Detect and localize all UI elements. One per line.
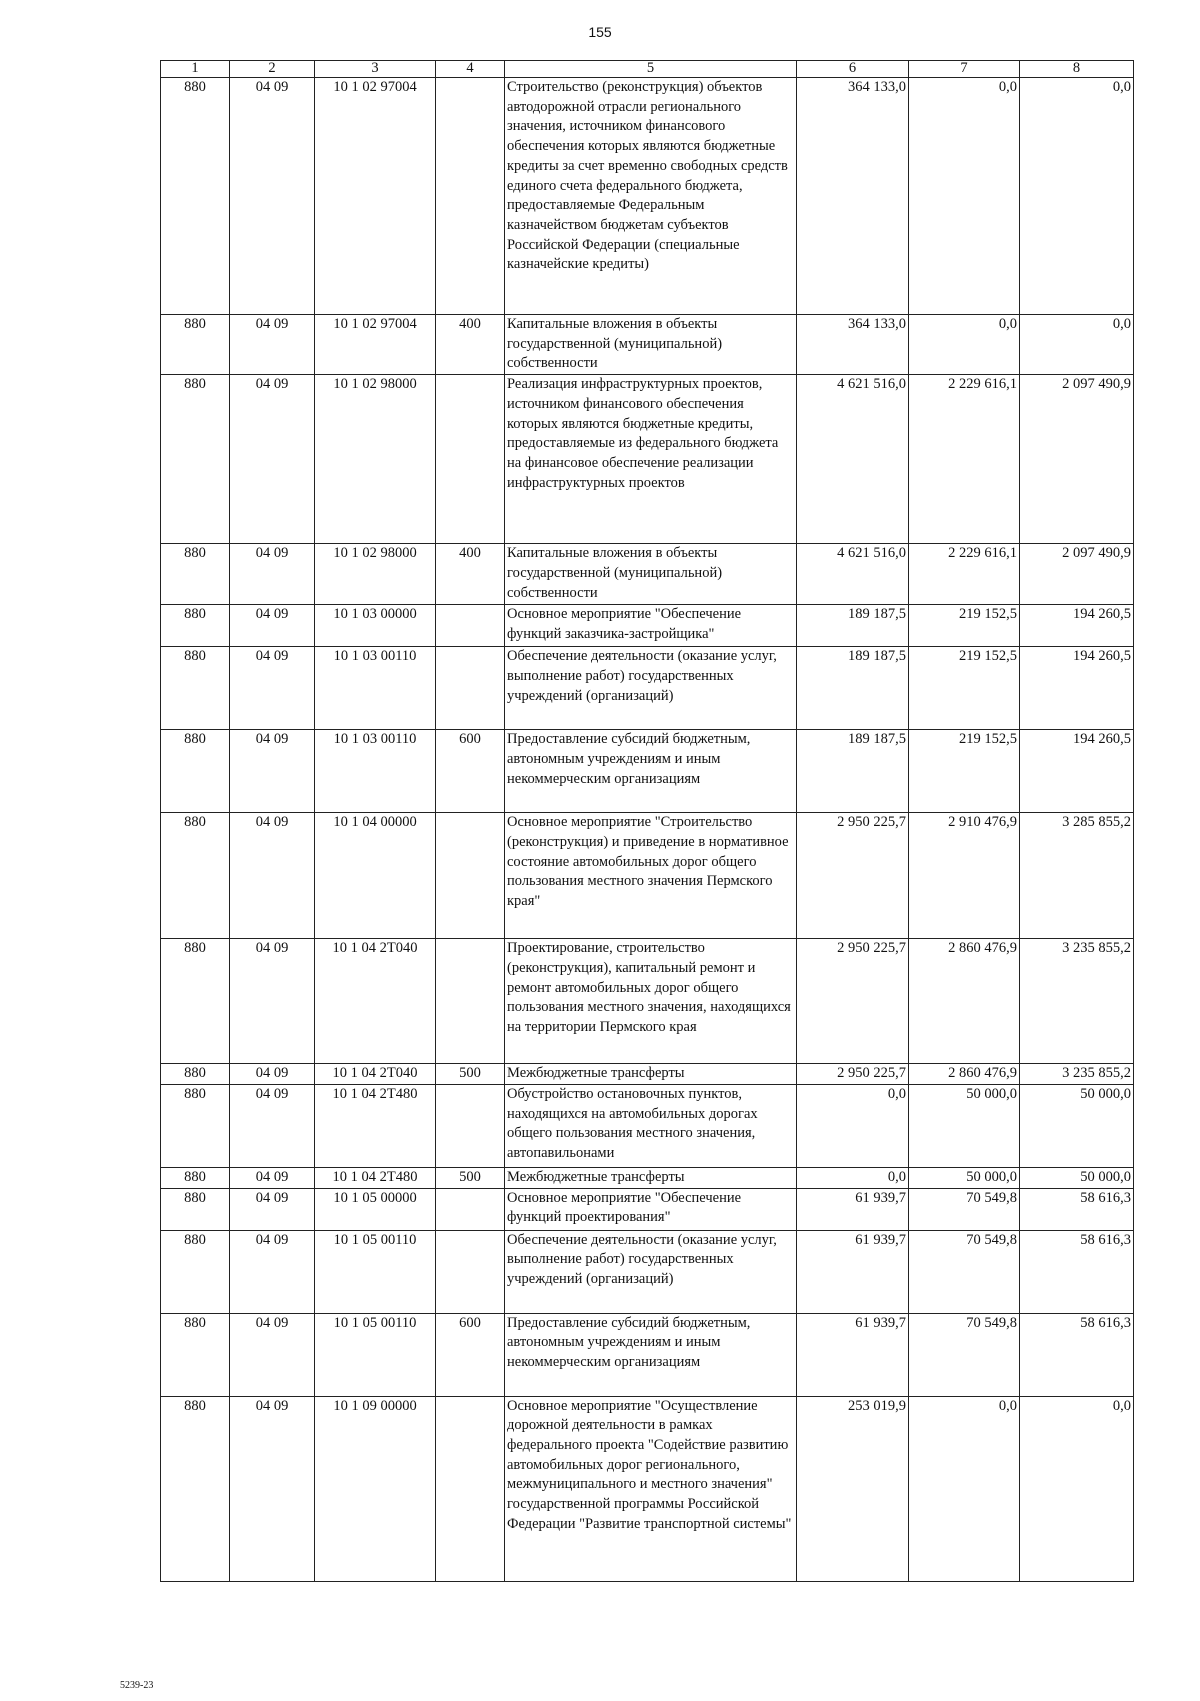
section-code-cell: 04 09	[230, 1396, 315, 1581]
amount-col6-cell: 61 939,7	[797, 1188, 909, 1230]
section-code-cell: 04 09	[230, 544, 315, 605]
description-cell: Основное мероприятие "Осуществление дорожной деятельности в рамках федерального проекта "Содействие развитию автомобильных дорог регионального, межмуниципального и местного значения" государственной программы Российской Федерации "Развитие транспортной системы"	[505, 1396, 797, 1581]
admin-code-cell: 880	[161, 1396, 230, 1581]
admin-code-cell: 880	[161, 939, 230, 1064]
header-cell-3: 3	[315, 61, 436, 78]
section-code-cell: 04 09	[230, 375, 315, 544]
admin-code-cell: 880	[161, 78, 230, 315]
table-row	[161, 544, 1134, 605]
admin-code-cell: 880	[161, 544, 230, 605]
section-code-cell: 04 09	[230, 730, 315, 813]
amount-col6-cell: 0,0	[797, 1167, 909, 1188]
amount-col6-cell: 2 950 225,7	[797, 813, 909, 939]
amount-col8-cell: 3 285 855,2	[1020, 813, 1134, 939]
description-cell: Основное мероприятие "Обеспечение функций заказчика-застройщика"	[505, 605, 797, 647]
amount-col8-cell: 194 260,5	[1020, 647, 1134, 730]
table-row	[161, 315, 1134, 375]
amount-col7-cell: 0,0	[909, 1396, 1020, 1581]
table-row	[161, 939, 1134, 1064]
table-row	[161, 1167, 1134, 1188]
amount-col8-cell: 194 260,5	[1020, 605, 1134, 647]
description-cell: Капитальные вложения в объекты государственной (муниципальной) собственности	[505, 315, 797, 375]
amount-col7-cell: 70 549,8	[909, 1313, 1020, 1396]
admin-code-cell: 880	[161, 647, 230, 730]
amount-col7-cell: 70 549,8	[909, 1230, 1020, 1313]
amount-col6-cell: 61 939,7	[797, 1230, 909, 1313]
target-article-cell: 10 1 05 00110	[315, 1230, 436, 1313]
amount-col8-cell: 50 000,0	[1020, 1084, 1134, 1167]
admin-code-cell: 880	[161, 1230, 230, 1313]
section-code-cell: 04 09	[230, 813, 315, 939]
amount-col8-cell: 194 260,5	[1020, 730, 1134, 813]
amount-col6-cell: 189 187,5	[797, 605, 909, 647]
target-article-cell: 10 1 02 98000	[315, 544, 436, 605]
table-row	[161, 1188, 1134, 1230]
header-cell-5: 5	[505, 61, 797, 78]
amount-col8-cell: 2 097 490,9	[1020, 544, 1134, 605]
budget-table	[160, 60, 1134, 1582]
admin-code-cell: 880	[161, 1167, 230, 1188]
amount-col8-cell: 3 235 855,2	[1020, 1064, 1134, 1085]
amount-col7-cell: 2 229 616,1	[909, 544, 1020, 605]
amount-col7-cell: 50 000,0	[909, 1084, 1020, 1167]
header-cell-6: 6	[797, 61, 909, 78]
table-row	[161, 605, 1134, 647]
table-row	[161, 78, 1134, 315]
target-article-cell: 10 1 04 2Т040	[315, 1064, 436, 1085]
expense-type-cell	[436, 375, 505, 544]
table-row	[161, 813, 1134, 939]
amount-col8-cell: 58 616,3	[1020, 1313, 1134, 1396]
description-cell: Предоставление субсидий бюджетным, автономным учреждениям и иным некоммерческим организациям	[505, 1313, 797, 1396]
page-number: 155	[588, 24, 612, 40]
table-row	[161, 730, 1134, 813]
amount-col7-cell: 2 860 476,9	[909, 939, 1020, 1064]
expense-type-cell: 600	[436, 730, 505, 813]
admin-code-cell: 880	[161, 605, 230, 647]
description-cell: Обустройство остановочных пунктов, находящихся на автомобильных дорогах общего пользования местного значения, автопавильонами	[505, 1084, 797, 1167]
admin-code-cell: 880	[161, 813, 230, 939]
target-article-cell: 10 1 05 00000	[315, 1188, 436, 1230]
target-article-cell: 10 1 05 00110	[315, 1313, 436, 1396]
table-row	[161, 1230, 1134, 1313]
expense-type-cell	[436, 939, 505, 1064]
expense-type-cell	[436, 1084, 505, 1167]
admin-code-cell: 880	[161, 315, 230, 375]
table-row	[161, 1084, 1134, 1167]
target-article-cell: 10 1 04 2Т480	[315, 1084, 436, 1167]
section-code-cell: 04 09	[230, 1313, 315, 1396]
section-code-cell: 04 09	[230, 1188, 315, 1230]
amount-col8-cell: 0,0	[1020, 78, 1134, 315]
expense-type-cell	[436, 1230, 505, 1313]
admin-code-cell: 880	[161, 1313, 230, 1396]
target-article-cell: 10 1 09 00000	[315, 1396, 436, 1581]
admin-code-cell: 880	[161, 1064, 230, 1085]
amount-col7-cell: 0,0	[909, 78, 1020, 315]
header-cell-8: 8	[1020, 61, 1134, 78]
amount-col8-cell: 58 616,3	[1020, 1230, 1134, 1313]
expense-type-cell	[436, 647, 505, 730]
section-code-cell: 04 09	[230, 1064, 315, 1085]
section-code-cell: 04 09	[230, 647, 315, 730]
amount-col7-cell: 50 000,0	[909, 1167, 1020, 1188]
amount-col6-cell: 364 133,0	[797, 78, 909, 315]
amount-col7-cell: 2 910 476,9	[909, 813, 1020, 939]
amount-col8-cell: 0,0	[1020, 1396, 1134, 1581]
section-code-cell: 04 09	[230, 605, 315, 647]
section-code-cell: 04 09	[230, 315, 315, 375]
amount-col6-cell: 61 939,7	[797, 1313, 909, 1396]
description-cell: Межбюджетные трансферты	[505, 1064, 797, 1085]
target-article-cell: 10 1 02 97004	[315, 315, 436, 375]
expense-type-cell	[436, 1188, 505, 1230]
amount-col7-cell: 2 860 476,9	[909, 1064, 1020, 1085]
header-cell-7: 7	[909, 61, 1020, 78]
amount-col6-cell: 2 950 225,7	[797, 1064, 909, 1085]
amount-col7-cell: 2 229 616,1	[909, 375, 1020, 544]
amount-col6-cell: 2 950 225,7	[797, 939, 909, 1064]
description-cell: Основное мероприятие "Строительство (реконструкция) и приведение в нормативное состояние автомобильных дорог общего пользования местного значения Пермского края"	[505, 813, 797, 939]
expense-type-cell: 600	[436, 1313, 505, 1396]
target-article-cell: 10 1 04 00000	[315, 813, 436, 939]
amount-col6-cell: 253 019,9	[797, 1396, 909, 1581]
admin-code-cell: 880	[161, 1084, 230, 1167]
document-code: 5239-23	[120, 1680, 154, 1691]
target-article-cell: 10 1 03 00110	[315, 647, 436, 730]
target-article-cell: 10 1 02 98000	[315, 375, 436, 544]
expense-type-cell	[436, 78, 505, 315]
target-article-cell: 10 1 03 00000	[315, 605, 436, 647]
description-cell: Межбюджетные трансферты	[505, 1167, 797, 1188]
target-article-cell: 10 1 04 2Т480	[315, 1167, 436, 1188]
amount-col6-cell: 189 187,5	[797, 647, 909, 730]
amount-col6-cell: 0,0	[797, 1084, 909, 1167]
header-row	[161, 61, 1134, 78]
amount-col6-cell: 364 133,0	[797, 315, 909, 375]
expense-type-cell: 400	[436, 544, 505, 605]
amount-col7-cell: 219 152,5	[909, 605, 1020, 647]
header-cell-4: 4	[436, 61, 505, 78]
table-row	[161, 1064, 1134, 1085]
description-cell: Реализация инфраструктурных проектов, источником финансового обеспечения которых являются бюджетные кредиты, предоставляемые из федерального бюджета на финансовое обеспечение реализации инфраструктурных проектов	[505, 375, 797, 544]
amount-col6-cell: 4 621 516,0	[797, 375, 909, 544]
amount-col7-cell: 70 549,8	[909, 1188, 1020, 1230]
admin-code-cell: 880	[161, 730, 230, 813]
target-article-cell: 10 1 03 00110	[315, 730, 436, 813]
expense-type-cell: 500	[436, 1167, 505, 1188]
target-article-cell: 10 1 02 97004	[315, 78, 436, 315]
amount-col7-cell: 219 152,5	[909, 730, 1020, 813]
section-code-cell: 04 09	[230, 78, 315, 315]
amount-col8-cell: 3 235 855,2	[1020, 939, 1134, 1064]
expense-type-cell	[436, 1396, 505, 1581]
description-cell: Капитальные вложения в объекты государственной (муниципальной) собственности	[505, 544, 797, 605]
amount-col8-cell: 0,0	[1020, 315, 1134, 375]
expense-type-cell	[436, 813, 505, 939]
table-row	[161, 1396, 1134, 1581]
amount-col7-cell: 219 152,5	[909, 647, 1020, 730]
amount-col8-cell: 58 616,3	[1020, 1188, 1134, 1230]
admin-code-cell: 880	[161, 1188, 230, 1230]
section-code-cell: 04 09	[230, 1084, 315, 1167]
section-code-cell: 04 09	[230, 1230, 315, 1313]
section-code-cell: 04 09	[230, 939, 315, 1064]
table-row	[161, 375, 1134, 544]
description-cell: Основное мероприятие "Обеспечение функций проектирования"	[505, 1188, 797, 1230]
amount-col6-cell: 4 621 516,0	[797, 544, 909, 605]
table-row	[161, 647, 1134, 730]
amount-col6-cell: 189 187,5	[797, 730, 909, 813]
header-cell-2: 2	[230, 61, 315, 78]
amount-col8-cell: 50 000,0	[1020, 1167, 1134, 1188]
expense-type-cell: 400	[436, 315, 505, 375]
admin-code-cell: 880	[161, 375, 230, 544]
description-cell: Предоставление субсидий бюджетным, автономным учреждениям и иным некоммерческим организациям	[505, 730, 797, 813]
description-cell: Проектирование, строительство (реконструкция), капитальный ремонт и ремонт автомобильных дорог общего пользования местного значения, находящихся на территории Пермского края	[505, 939, 797, 1064]
amount-col8-cell: 2 097 490,9	[1020, 375, 1134, 544]
target-article-cell: 10 1 04 2Т040	[315, 939, 436, 1064]
expense-type-cell	[436, 605, 505, 647]
table-row	[161, 1313, 1134, 1396]
description-cell: Строительство (реконструкция) объектов автодорожной отрасли регионального значения, источником финансового обеспечения которых являются бюджетные кредиты за счет временно свободных средств единого счета федерального бюджета, предоставляемые Федеральным казначейством бюджетам субъектов Российской Федерации (специальные казначейские кредиты)	[505, 78, 797, 315]
description-cell: Обеспечение деятельности (оказание услуг, выполнение работ) государственных учреждений (организаций)	[505, 647, 797, 730]
expense-type-cell: 500	[436, 1064, 505, 1085]
amount-col7-cell: 0,0	[909, 315, 1020, 375]
section-code-cell: 04 09	[230, 1167, 315, 1188]
description-cell: Обеспечение деятельности (оказание услуг, выполнение работ) государственных учреждений (организаций)	[505, 1230, 797, 1313]
header-cell-1: 1	[161, 61, 230, 78]
